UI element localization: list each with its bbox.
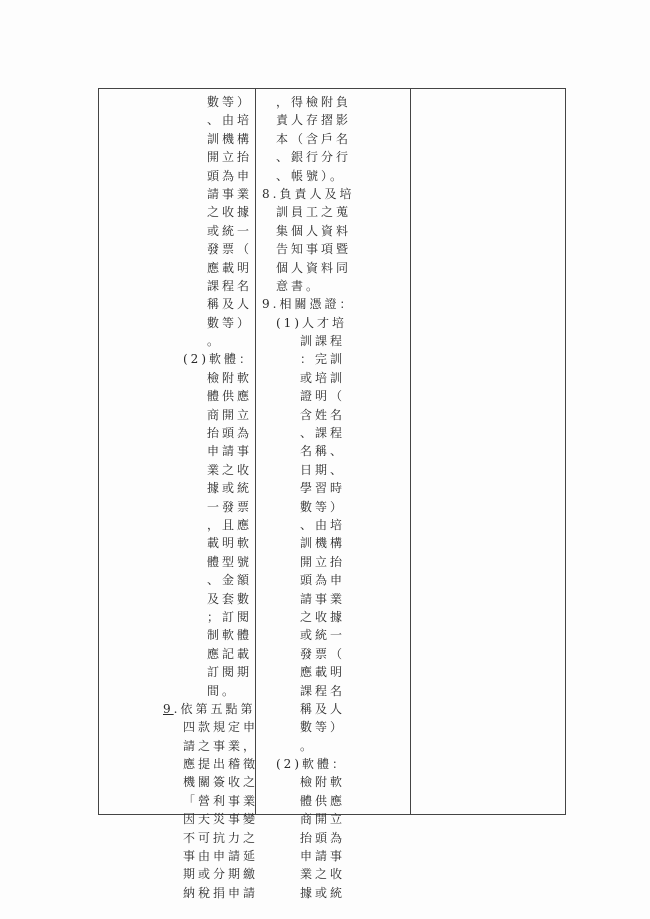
text-line — [256, 406, 410, 424]
line-text: 應提出稽徵 — [183, 757, 259, 772]
text-line — [99, 167, 255, 185]
text-line — [99, 608, 255, 626]
line-text: 學習時 — [300, 481, 346, 496]
text-line — [99, 406, 255, 424]
text-line — [256, 479, 410, 497]
line-text: 開立抬 — [207, 150, 253, 165]
line-text: (2)軟體： — [276, 757, 347, 772]
line-text: 、由培 — [207, 113, 253, 128]
text-line — [256, 571, 410, 589]
line-text: 訓機構 — [300, 536, 346, 551]
table-column-middle — [256, 89, 411, 900]
text-line — [256, 93, 410, 111]
text-line — [99, 203, 255, 221]
text-line — [99, 148, 255, 166]
line-text: 或統一 — [207, 223, 253, 238]
text-line — [99, 222, 255, 240]
text-line — [256, 700, 410, 718]
text-line — [256, 682, 410, 700]
line-text: 訓課程 — [300, 334, 346, 349]
text-line — [99, 332, 255, 350]
line-text: 集個人資料 — [276, 223, 352, 238]
line-text: .依第五點第 — [173, 701, 256, 716]
line-text: 稱及人 — [300, 701, 346, 716]
text-line — [256, 185, 410, 203]
text-line — [256, 590, 410, 608]
text-line — [99, 553, 255, 571]
line-text: ，且應 — [207, 517, 253, 532]
text-line — [99, 240, 255, 258]
line-text: 抬頭為 — [207, 426, 253, 441]
document-table — [98, 88, 566, 900]
text-line — [99, 369, 255, 387]
line-text: 載明軟 — [207, 536, 253, 551]
line-text: 發票（ — [207, 242, 253, 257]
text-line — [256, 111, 410, 129]
line-text: 抬頭為 — [300, 830, 346, 845]
text-line — [256, 847, 410, 865]
text-line — [99, 259, 255, 277]
text-line — [99, 387, 255, 405]
line-text: 不可抗力之 — [183, 830, 259, 845]
text-line — [256, 516, 410, 534]
line-text: 之收據 — [207, 205, 253, 220]
text-line — [256, 553, 410, 571]
text-line — [99, 590, 255, 608]
text-line — [99, 93, 255, 111]
line-text: (1)人才培 — [276, 315, 347, 330]
line-text: 應載明 — [300, 665, 346, 680]
line-text: 商開立 — [300, 812, 346, 827]
text-line — [99, 185, 255, 203]
line-text: 責人存摺影 — [276, 113, 352, 128]
text-line — [256, 332, 410, 350]
column-text — [256, 93, 410, 902]
text-line — [256, 240, 410, 258]
line-text: 數等） — [300, 720, 346, 735]
text-line — [99, 682, 255, 700]
text-line — [99, 424, 255, 442]
line-text: 、金額 — [207, 573, 253, 588]
line-text: 及套數 — [207, 591, 253, 606]
line-text: 商開立 — [207, 407, 253, 422]
line-text: 日期、 — [300, 462, 346, 477]
line-text: 事由申請延 — [183, 849, 259, 864]
line-text: 。 — [207, 334, 223, 349]
text-line — [99, 498, 255, 516]
text-line — [256, 130, 410, 148]
line-text: 8.負責人及培 — [262, 186, 355, 201]
line-text: 、銀行分行 — [276, 150, 352, 165]
line-text: 本（含戶名 — [276, 131, 352, 146]
line-text: 申請事 — [300, 849, 346, 864]
table-column-left — [99, 89, 259, 900]
text-line — [256, 295, 410, 313]
text-line — [99, 737, 259, 755]
line-text: 頭為申 — [207, 168, 253, 183]
text-line — [256, 148, 410, 166]
line-text: 申請事 — [207, 444, 253, 459]
text-line — [256, 534, 410, 552]
text-line — [256, 498, 410, 516]
line-text: 或統一 — [300, 628, 346, 643]
text-line — [256, 424, 410, 442]
line-text: 應載明 — [207, 260, 253, 275]
line-text: 據或統 — [207, 481, 253, 496]
line-text: 之收據 — [300, 609, 346, 624]
text-line — [256, 737, 410, 755]
text-line — [256, 387, 410, 405]
line-text: 個人資料同 — [276, 260, 352, 275]
text-line — [256, 167, 410, 185]
line-text: 稱及人 — [207, 297, 253, 312]
line-text: ，得檢附負 — [276, 95, 352, 109]
text-line — [99, 755, 259, 773]
line-text: 。 — [300, 738, 316, 753]
text-line — [256, 884, 410, 902]
text-line — [99, 884, 259, 902]
line-text: 「營利事業 — [183, 793, 259, 808]
line-text: 課程名 — [207, 278, 253, 293]
text-line — [99, 645, 255, 663]
text-line — [99, 626, 255, 644]
text-line — [99, 350, 255, 368]
line-text: 數等） — [207, 95, 253, 109]
line-text: 制軟體 — [207, 628, 253, 643]
text-line — [99, 130, 255, 148]
text-line — [256, 203, 410, 221]
line-text: 訓機構 — [207, 131, 253, 146]
line-text: 或培訓 — [300, 370, 346, 385]
line-text: 、由培 — [300, 517, 346, 532]
text-line — [99, 700, 255, 718]
line-text: 意書。 — [276, 278, 322, 293]
text-line — [256, 755, 410, 773]
text-line — [99, 314, 255, 332]
text-line — [256, 277, 410, 295]
text-line — [256, 314, 410, 332]
column-text — [99, 93, 259, 902]
line-text: 請之事業， — [183, 738, 259, 753]
text-line — [256, 350, 410, 368]
text-line — [99, 516, 255, 534]
line-text: 證明（ — [300, 389, 346, 404]
text-line — [256, 259, 410, 277]
text-line — [256, 810, 410, 828]
line-text: 訓員工之蒐 — [276, 205, 352, 220]
line-text: 體供應 — [300, 793, 346, 808]
line-text: 因天災事變 — [183, 812, 259, 827]
line-text: 體供應 — [207, 389, 253, 404]
line-text: 訂閱期 — [207, 665, 253, 680]
text-line — [256, 626, 410, 644]
text-line — [99, 829, 259, 847]
line-text: 頭為申 — [300, 573, 346, 588]
line-text: 數等） — [300, 499, 346, 514]
line-text: 告知事項暨 — [276, 242, 352, 257]
text-line — [99, 461, 255, 479]
line-text: 期或分期繳 — [183, 867, 259, 882]
line-text: ；訂閱 — [207, 609, 253, 624]
line-text: 請事業 — [300, 591, 346, 606]
text-line — [256, 461, 410, 479]
text-line — [99, 111, 255, 129]
line-text: 含姓名 — [300, 407, 346, 422]
line-text: 機關簽收之 — [183, 775, 259, 790]
text-line — [99, 571, 255, 589]
line-text: 應記載 — [207, 646, 253, 661]
text-line — [99, 479, 255, 497]
text-line — [99, 792, 259, 810]
text-line — [256, 222, 410, 240]
line-text: 體型號 — [207, 554, 253, 569]
text-line — [256, 865, 410, 883]
line-text: 、帳號）。 — [276, 168, 346, 183]
line-text: 間。 — [207, 683, 238, 698]
text-line — [256, 829, 410, 847]
line-text: 名稱、 — [300, 444, 346, 459]
line-text: ：完訓 — [300, 352, 346, 367]
line-text: 、課程 — [300, 426, 346, 441]
line-text: 納稅捐申請 — [183, 885, 259, 900]
text-line — [99, 534, 255, 552]
line-text: 請事業 — [207, 186, 253, 201]
line-text: (2)軟體： — [183, 352, 254, 367]
line-text: 業之收 — [207, 462, 253, 477]
text-line — [256, 608, 410, 626]
text-line — [256, 792, 410, 810]
line-text: 業之收 — [300, 867, 346, 882]
text-line — [99, 773, 259, 791]
line-text: 數等） — [207, 315, 253, 330]
line-text: 9.相關憑證： — [262, 297, 355, 312]
text-line — [99, 277, 255, 295]
text-line — [99, 865, 259, 883]
text-line — [99, 663, 255, 681]
text-line — [256, 663, 410, 681]
text-line — [256, 718, 410, 736]
line-text: 發票（ — [300, 646, 346, 661]
text-line — [99, 810, 259, 828]
text-line — [256, 442, 410, 460]
text-line — [99, 442, 255, 460]
text-line — [99, 718, 259, 736]
line-text: 一發票 — [207, 499, 253, 514]
text-line — [99, 295, 255, 313]
table-column-right — [411, 89, 565, 814]
text-line — [99, 847, 259, 865]
text-line — [256, 773, 410, 791]
line-text: 開立抬 — [300, 554, 346, 569]
text-line — [256, 369, 410, 387]
item-number: 9 — [163, 701, 174, 716]
text-line — [256, 645, 410, 663]
line-text: 四款規定申 — [183, 720, 259, 735]
line-text: 據或統 — [300, 885, 346, 900]
line-text: 檢附軟 — [300, 775, 346, 790]
line-text: 檢附軟 — [207, 370, 253, 385]
line-text: 課程名 — [300, 683, 346, 698]
